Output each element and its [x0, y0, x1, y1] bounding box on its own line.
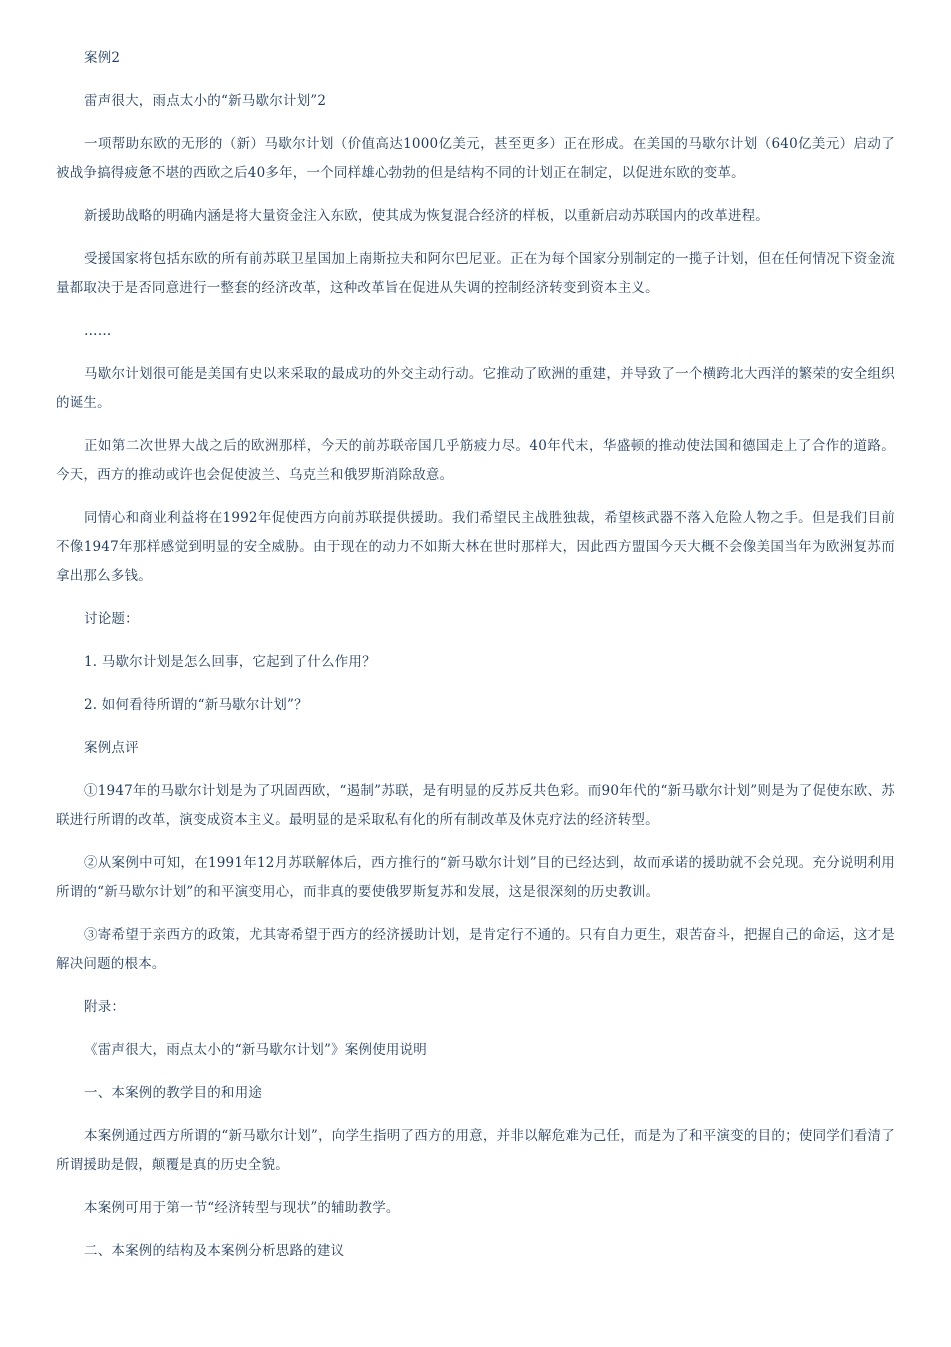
case-number: 案例2	[84, 50, 121, 66]
commentary-paragraph: ②从案例中可知，在1991年12月苏联解体后，西方推行的“新马歇尔计划”目的已经达到，故而承诺的援助就不会兑现。充分说明利用所谓的“新马歇尔计划”的和平演变用心，而非真的要使俄罗斯复苏和发展，这是很深刻的历史教训。	[56, 855, 895, 900]
section-heading: 二、本案例的结构及本案例分析思路的建议	[84, 1243, 345, 1259]
discussion-heading: 讨论题：	[84, 611, 139, 627]
appendix-heading: 附录：	[84, 999, 126, 1015]
body-paragraph: 本案例通过西方所谓的“新马歇尔计划”，向学生指明了西方的用意，并非以解危难为己任，而是为了和平演变的目的；使同学们看清了所谓援助是假，颠覆是真的历史全貌。	[56, 1128, 895, 1173]
discussion-question: 2. 如何看待所谓的“新马歇尔计划”？	[84, 697, 308, 713]
section-heading: 一、本案例的教学目的和用途	[84, 1085, 263, 1101]
discussion-question: 1. 马歇尔计划是怎么回事，它起到了什么作用？	[84, 654, 376, 670]
body-paragraph: 受援国家将包括东欧的所有前苏联卫星国加上南斯拉夫和阿尔巴尼亚。正在为每个国家分别制定的一揽子计划，但在任何情况下资金流量都取决于是否同意进行一整套的经济改革，这种改革旨在促进从失调的控制经济转变到资本主义。	[56, 251, 895, 296]
commentary-heading: 案例点评	[84, 740, 139, 756]
commentary-paragraph: ③寄希望于亲西方的政策，尤其寄希望于西方的经济援助计划，是肯定行不通的。只有自力更生，艰苦奋斗，把握自己的命运，这才是解决问题的根本。	[56, 927, 895, 972]
appendix-title: 《雷声很大，雨点太小的“新马歇尔计划”》案例使用说明	[84, 1042, 428, 1058]
ellipsis-paragraph: ……	[84, 323, 112, 339]
commentary-paragraph: ①1947年的马歇尔计划是为了巩固西欧，“遏制”苏联，是有明显的反苏反共色彩。而90年代的“新马歇尔计划”则是为了促使东欧、苏联进行所谓的改革，演变成资本主义。最明显的是采取私有化的所有制改革及休克疗法的经济转型。	[56, 783, 895, 828]
body-paragraph: 正如第二次世界大战之后的欧洲那样，今天的前苏联帝国几乎筋疲力尽。40年代末，华盛顿的推动使法国和德国走上了合作的道路。今天，西方的推动或许也会促使波兰、乌克兰和俄罗斯消除敌意。	[56, 438, 895, 483]
body-paragraph: 新援助战略的明确内涵是将大量资金注入东欧，使其成为恢复混合经济的样板，以重新启动苏联国内的改革进程。	[84, 208, 769, 224]
body-paragraph: 一项帮助东欧的无形的（新）马歇尔计划（价值高达1000亿美元，甚至更多）正在形成。在美国的马歇尔计划（640亿美元）启动了被战争搞得疲惫不堪的西欧之后40多年，一个同样雄心勃勃的但是结构不同的计划正在制定，以促进东欧的变革。	[56, 136, 895, 181]
case-title: 雷声很大，雨点太小的“新马歇尔计划”2	[84, 93, 327, 109]
body-paragraph: 马歇尔计划很可能是美国有史以来采取的最成功的外交主动行动。它推动了欧洲的重建，并导致了一个横跨北大西洋的繁荣的安全组织的诞生。	[56, 366, 895, 411]
body-paragraph: 本案例可用于第一节“经济转型与现状”的辅助教学。	[84, 1200, 400, 1216]
body-paragraph: 同情心和商业利益将在1992年促使西方向前苏联提供援助。我们希望民主战胜独裁，希望核武器不落入危险人物之手。但是我们目前不像1947年那样感觉到明显的安全威胁。由于现在的动力不如斯大林在世时那样大，因此西方盟国今天大概不会像美国当年为欧洲复苏而拿出那么多钱。	[56, 510, 895, 584]
